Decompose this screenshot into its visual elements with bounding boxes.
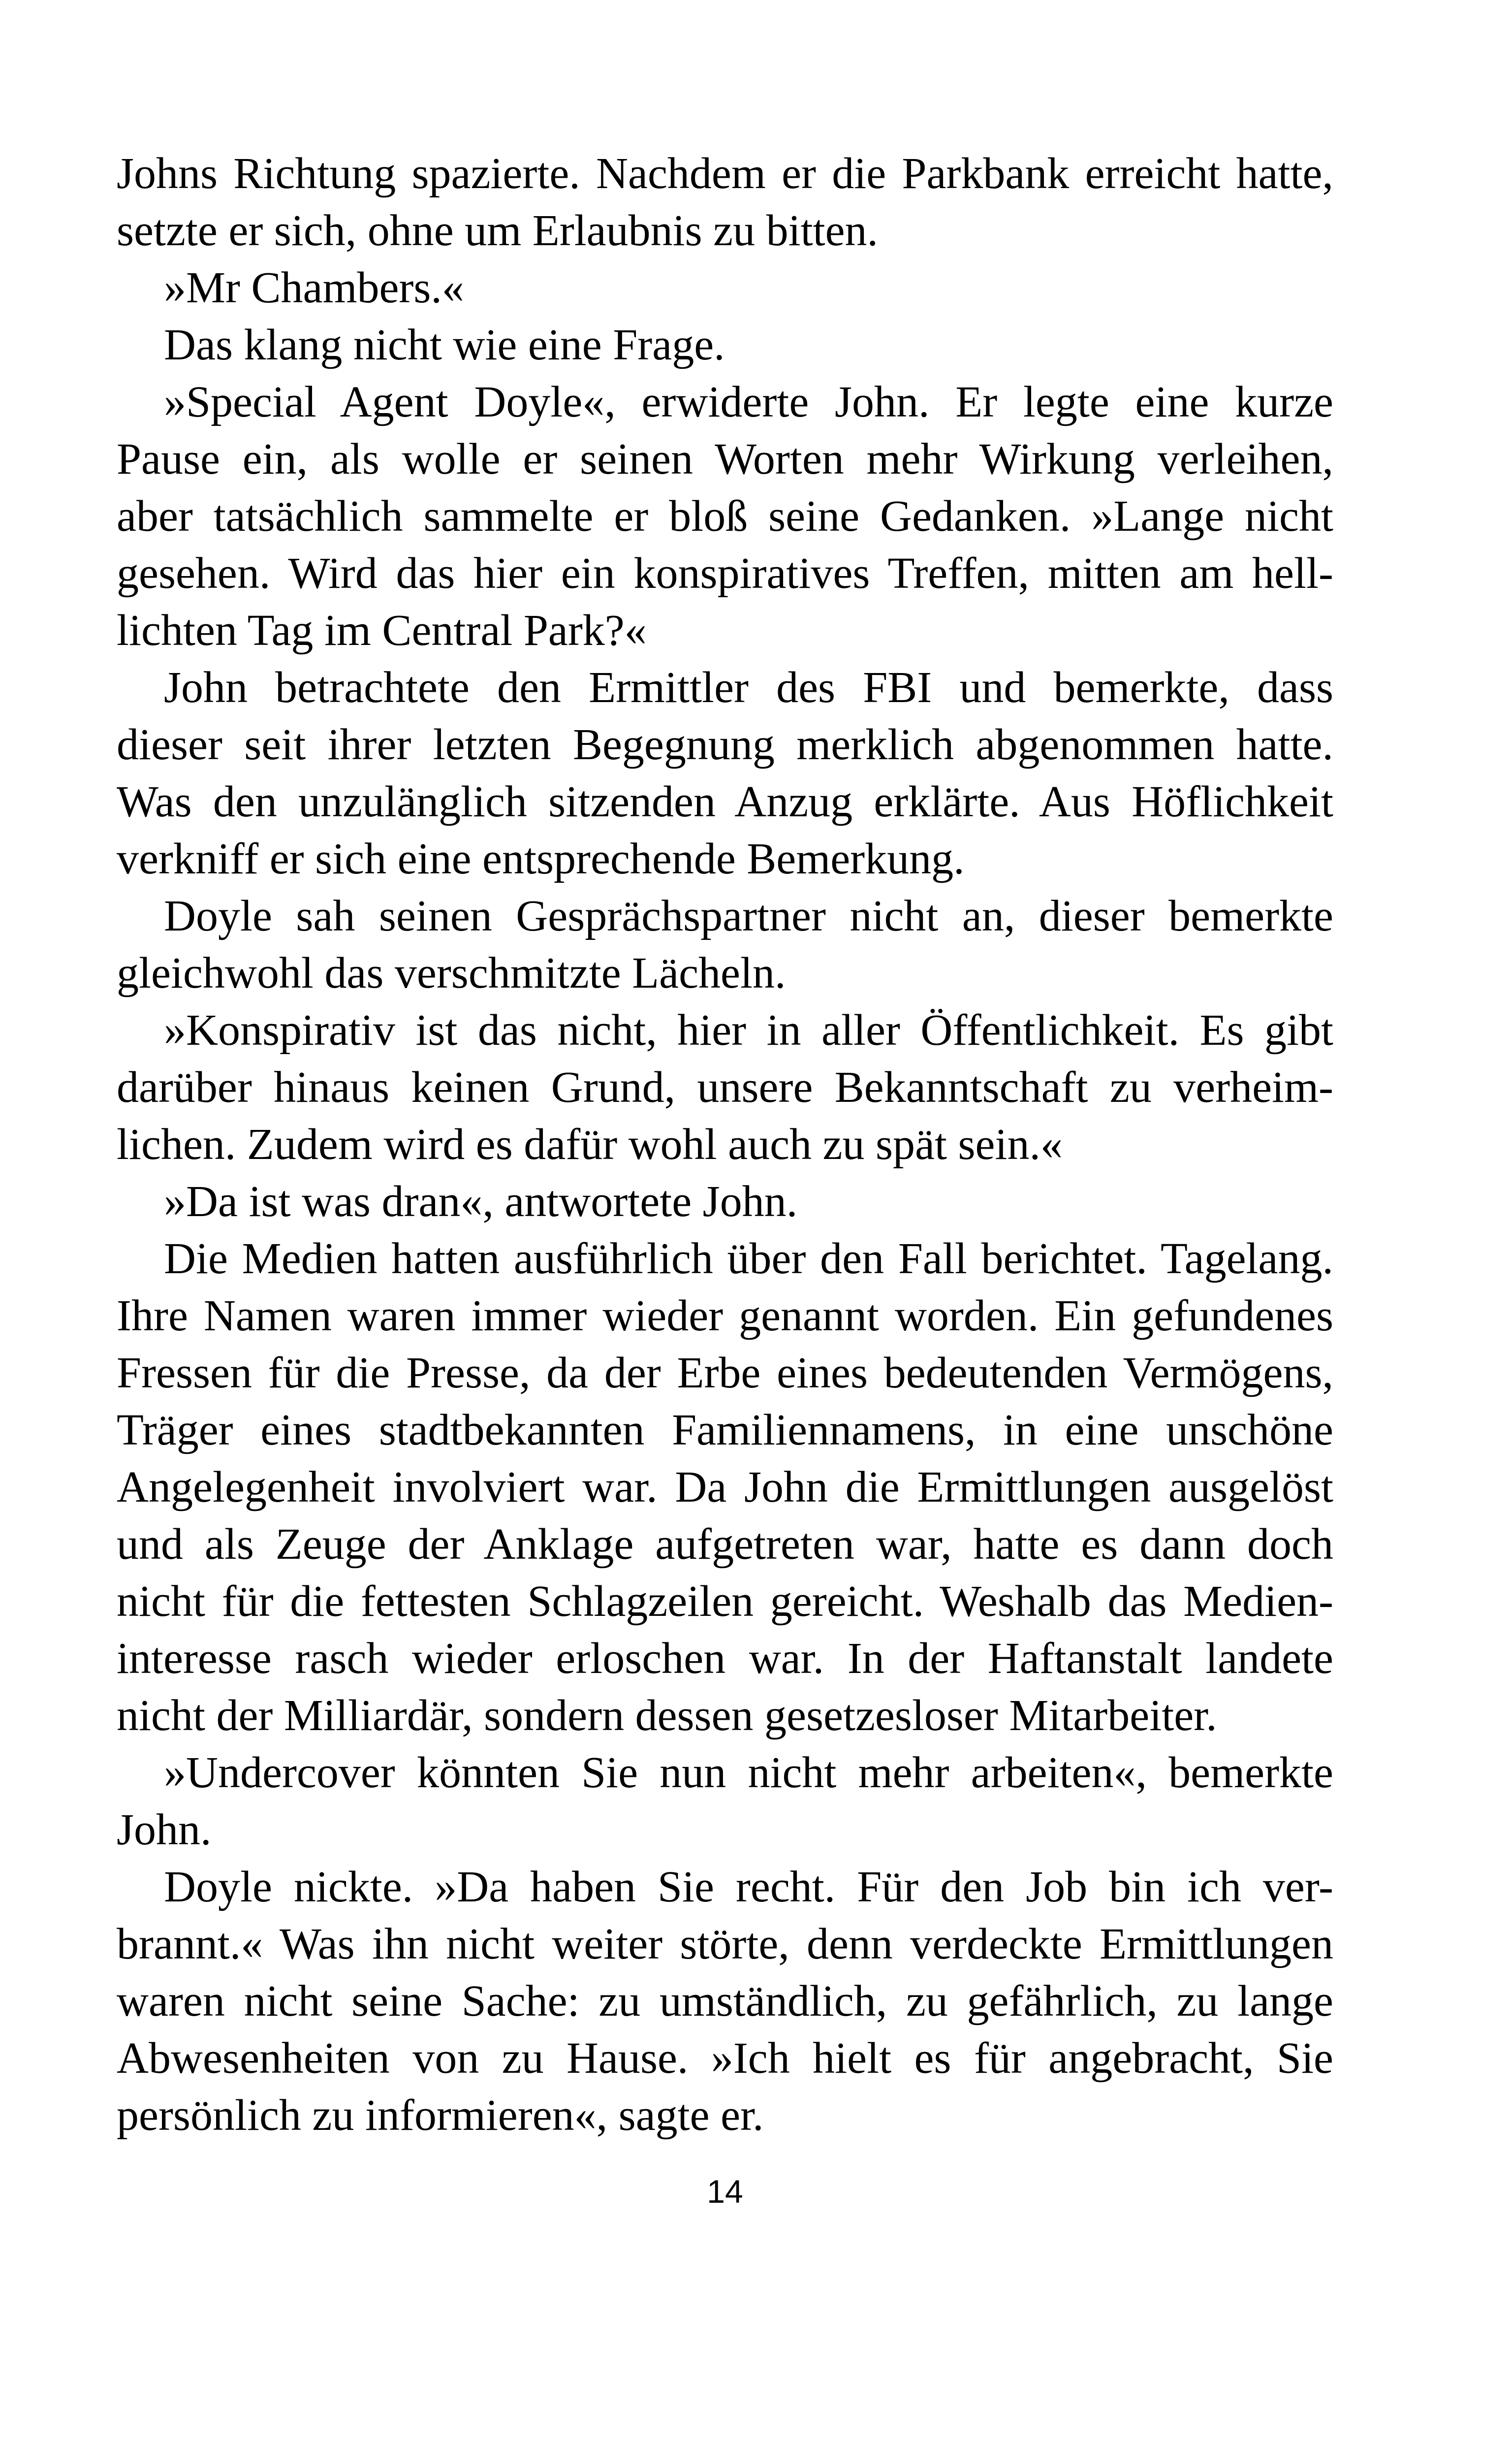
- text-line: John.: [117, 1805, 212, 1854]
- text-line: aber tatsächlich sammelte er bloß seine Gedanken. »Lange nicht: [117, 492, 1333, 541]
- text-line: Pause ein, als wolle er seinen Worten mehr Wirkung verleihen,: [117, 435, 1333, 483]
- text-line: Doyle nickte. »Da haben Sie recht. Für den Job bin ich ver-: [164, 1863, 1333, 1911]
- text-line: Ihre Namen waren immer wieder genannt worden. Ein gefundenes: [117, 1291, 1333, 1340]
- text-line: lichen. Zudem wird es dafür wohl auch zu spät sein.«: [117, 1120, 1063, 1169]
- text-line: Abwesenheiten von zu Hause. »Ich hielt es für angebracht, Sie: [117, 2034, 1333, 2083]
- text-line: lichten Tag im Central Park?«: [117, 606, 647, 655]
- text-line: »Konspirativ ist das nicht, hier in aller Öffentlichkeit. Es gibt: [164, 1006, 1333, 1055]
- text-line: Doyle sah seinen Gesprächspartner nicht an, dieser bemerkte: [164, 892, 1333, 940]
- text-block: [117, 145, 1333, 2144]
- text-line: verkniff er sich eine entsprechende Bemerkung.: [117, 835, 965, 883]
- text-line: dieser seit ihrer letzten Begegnung merklich abgenommen hatte.: [117, 720, 1333, 769]
- text-line: waren nicht seine Sache: zu umständlich, zu gefährlich, zu lange: [117, 1977, 1333, 2025]
- text-line: Angelegenheit involviert war. Da John die Ermittlungen ausgelöst: [117, 1463, 1333, 1511]
- text-line: Träger eines stadtbekannten Familiennamens, in eine unschöne: [117, 1406, 1333, 1454]
- text-line: John betrachtete den Ermittler des FBI und bemerkte, dass: [164, 663, 1333, 712]
- text-line: Was den unzulänglich sitzenden Anzug erklärte. Aus Höflichkeit: [117, 777, 1333, 826]
- text-line: interesse rasch wieder erloschen war. In der Haftanstalt landete: [117, 1634, 1333, 1683]
- text-line: nicht der Milliardär, sondern dessen gesetzesloser Mitarbeiter.: [117, 1691, 1217, 1740]
- text-line: »Da ist was dran«, antwortete John.: [164, 1177, 798, 1226]
- text-line: gesehen. Wird das hier ein konspiratives Treffen, mitten am hell-: [117, 549, 1333, 598]
- text-line: Fressen für die Presse, da der Erbe eines bedeutenden Vermögens,: [117, 1349, 1333, 1397]
- text-line: »Special Agent Doyle«, erwiderte John. Er legte eine kurze: [164, 378, 1333, 426]
- text-line: gleichwohl das verschmitzte Lächeln.: [117, 949, 786, 997]
- text-line: und als Zeuge der Anklage aufgetreten war, hatte es dann doch: [117, 1520, 1333, 1569]
- page-number: 14: [707, 2173, 743, 2210]
- text-line: setzte er sich, ohne um Erlaubnis zu bitten.: [117, 206, 879, 255]
- text-line: persönlich zu informieren«, sagte er.: [117, 2091, 764, 2140]
- text-line: Johns Richtung spazierte. Nachdem er die Parkbank erreicht hatte,: [117, 149, 1333, 198]
- text-line: Das klang nicht wie eine Frage.: [164, 321, 725, 369]
- text-line: brannt.« Was ihn nicht weiter störte, denn verdeckte Ermittlungen: [117, 1920, 1333, 1968]
- text-line: Die Medien hatten ausführlich über den Fall berichtet. Tagelang.: [164, 1234, 1333, 1283]
- text-line: »Undercover könnten Sie nun nicht mehr arbeiten«, bemerkte: [164, 1748, 1333, 1797]
- text-line: darüber hinaus keinen Grund, unsere Bekanntschaft zu verheim-: [117, 1063, 1333, 1112]
- text-line: nicht für die fettesten Schlagzeilen gereicht. Weshalb das Medien-: [117, 1577, 1333, 1626]
- text-line: »Mr Chambers.«: [164, 263, 464, 312]
